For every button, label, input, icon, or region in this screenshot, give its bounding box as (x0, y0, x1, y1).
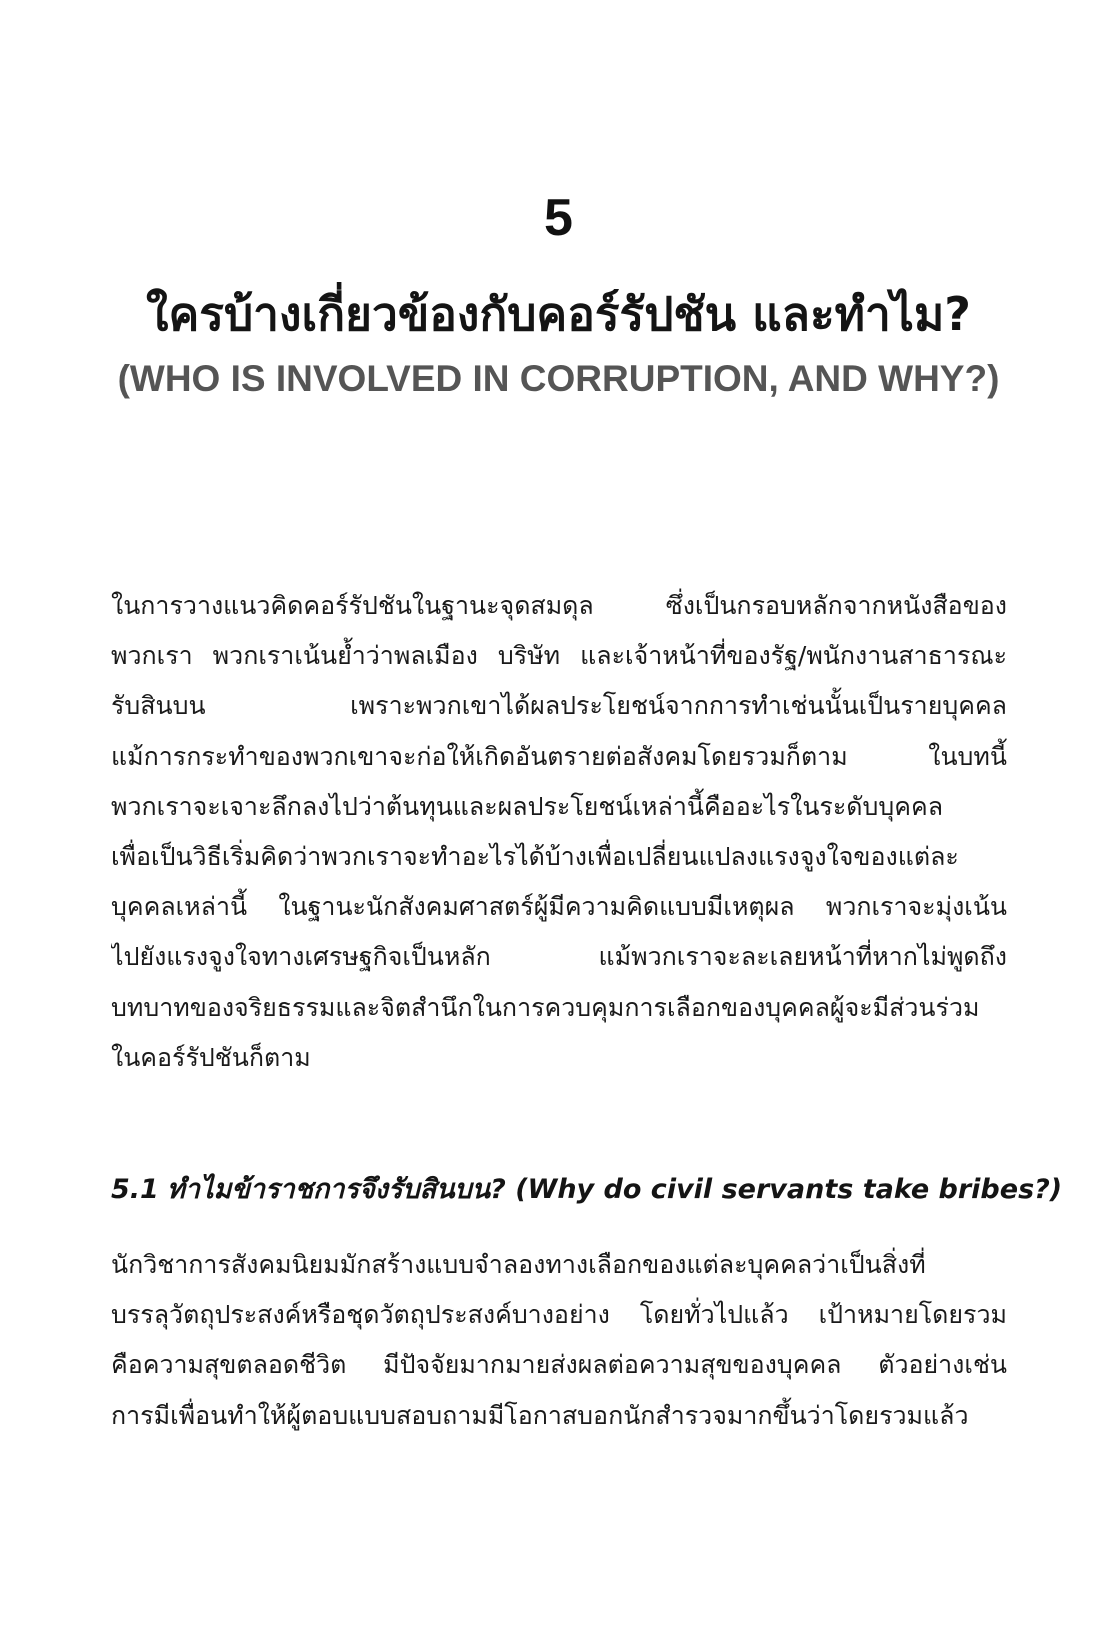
paragraph-line: รับสินบน เพราะพวกเขาได้ผลประโยชน์จากการทำเช่นนั้นเป็นรายบุคคล (111, 691, 1007, 721)
section-heading (111, 1167, 1063, 1213)
section-title: ทำไมข้าราชการจึงรับสินบน? (Why do civil servants take bribes?) (167, 1174, 1063, 1205)
paragraph-line: พวกเรา พวกเราเน้นย้ำว่าพลเมือง บริษัท และเจ้าหน้าที่ของรัฐ/พนักงานสาธารณะ (111, 641, 1007, 671)
chapter-title-english: (WHO IS INVOLVED IN CORRUPTION, AND WHY?) (117, 358, 1000, 399)
paragraph-line: คือความสุขตลอดชีวิต มีปัจจัยมากมายส่งผลต่อความสุขของบุคคล ตัวอย่างเช่น (111, 1350, 1007, 1380)
paragraph-line: บรรลุวัตถุประสงค์หรือชุดวัตถุประสงค์บางอย่าง โดยทั่วไปแล้ว เป้าหมายโดยรวม (111, 1300, 1007, 1330)
paragraph-line: บุคคลเหล่านี้ ในฐานะนักสังคมศาสตร์ผู้มีความคิดแบบมีเหตุผล พวกเราจะมุ่งเน้น (111, 892, 1007, 922)
section-number: 5.1 (111, 1174, 159, 1205)
paragraph-line: บทบาทของจริยธรรมและจิตสำนึกในการควบคุมการเลือกของบุคคลผู้จะมีส่วนร่วม (111, 992, 980, 1022)
paragraph-line: ในการวางแนวคิดคอร์รัปชันในฐานะจุดสมดุล ซึ่งเป็นกรอบหลักจากหนังสือของ (111, 591, 1007, 620)
intro-paragraph (111, 581, 1007, 1083)
paragraph-line: การมีเพื่อนทำให้ผู้ตอบแบบสอบถามมีโอกาสบอกนักสำรวจมากขึ้นว่าโดยรวมแล้ว (111, 1400, 969, 1430)
paragraph-line: แม้การกระทำของพวกเขาจะก่อให้เกิดอันตรายต่อสังคมโดยรวมก็ตาม ในบทนี้ (111, 741, 1007, 771)
chapter-title-thai: ใครบ้างเกี่ยวข้องกับคอร์รัปชัน และทำไม? (146, 287, 971, 341)
paragraph-line: ในคอร์รัปชันก็ตาม (111, 1042, 311, 1072)
paragraph-line: นักวิชาการสังคมนิยมมักสร้างแบบจำลองทางเลือกของแต่ละบุคคลว่าเป็นสิ่งที่ (111, 1250, 926, 1279)
paragraph-line: ไปยังแรงจูงใจทางเศรษฐกิจเป็นหลัก แม้พวกเราจะละเลยหน้าที่หากไม่พูดถึง (111, 942, 1007, 972)
chapter-number: 5 (544, 189, 573, 247)
section-paragraph (111, 1240, 1007, 1441)
paragraph-line: เพื่อเป็นวิธีเริ่มคิดว่าพวกเราจะทำอะไรได้บ้างเพื่อเปลี่ยนแปลงแรงจูงใจของแต่ละ (111, 841, 959, 871)
paragraph-line: พวกเราจะเจาะลึกลงไปว่าต้นทุนและผลประโยชน์เหล่านี้คืออะไรในระดับบุคคล (111, 791, 944, 821)
